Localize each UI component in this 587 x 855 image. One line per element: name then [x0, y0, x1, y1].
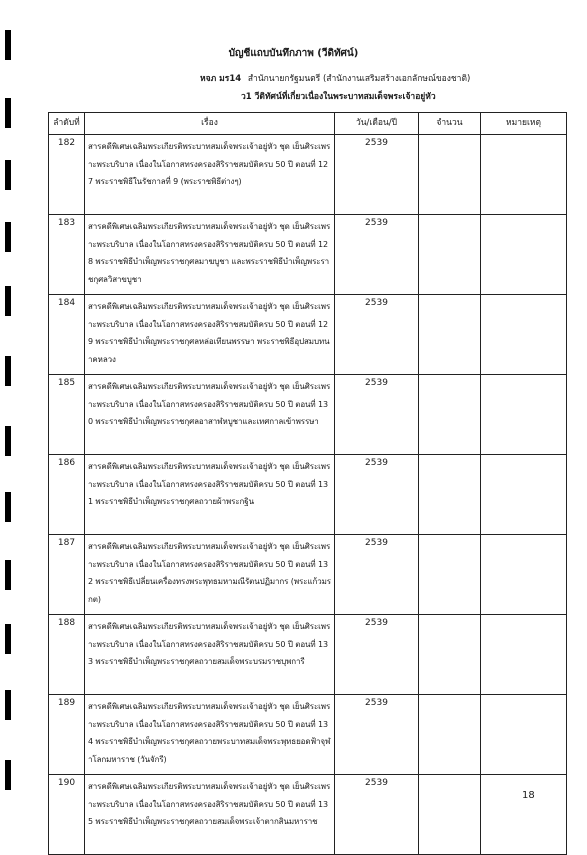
table-row	[49, 375, 567, 455]
row-number: 188	[49, 615, 85, 695]
row-quantity	[419, 295, 481, 375]
record-group-name: สำนักนายกรัฐมนตรี (สำนักงานเสริมสร้างเอกลักษณ์ของชาติ)	[247, 74, 471, 84]
record-group	[200, 71, 470, 85]
table-row	[49, 775, 567, 855]
row-note	[481, 375, 567, 455]
row-note	[481, 615, 567, 695]
row-quantity	[419, 535, 481, 615]
record-series	[241, 89, 436, 103]
row-quantity	[419, 695, 481, 775]
row-subject: สารคดีพิเศษเฉลิมพระเกียรติพระบาทสมเด็จพระเจ้าอยู่หัว ชุด เย็นศิระเพราะพระบริบาล เนื่องในโอกาสทรงครองสิริราชสมบัติครบ 50 ปี ตอนที่ 130 พระราชพิธีบำเพ็ญพระราชกุศลอาสาฬหบูชาและเทศกาลเข้าพรรษา	[85, 375, 335, 455]
row-subject: สารคดีพิเศษเฉลิมพระเกียรติพระบาทสมเด็จพระเจ้าอยู่หัว ชุด เย็นศิระเพราะพระบริบาล เนื่องในโอกาสทรงครองสิริราชสมบัติครบ 50 ปี ตอนที่ 132 พระราชพิธีเปลี่ยนเครื่องทรงพระพุทธมหามณีรัตนปฏิมากร (พระแก้วมรกต)	[85, 535, 335, 615]
row-subject: สารคดีพิเศษเฉลิมพระเกียรติพระบาทสมเด็จพระเจ้าอยู่หัว ชุด เย็นศิระเพราะพระบริบาล เนื่องในโอกาสทรงครองสิริราชสมบัติครบ 50 ปี ตอนที่ 131 พระราชพิธีบำเพ็ญพระราชกุศลถวายผ้าพระกฐิน	[85, 455, 335, 535]
table-row	[49, 695, 567, 775]
row-subject: สารคดีพิเศษเฉลิมพระเกียรติพระบาทสมเด็จพระเจ้าอยู่หัว ชุด เย็นศิระเพราะพระบริบาล เนื่องในโอกาสทรงครองสิริราชสมบัติครบ 50 ปี ตอนที่ 135 พระราชพิธีบำเพ็ญพระราชกุศลถวายสมเด็จพระเจ้าตากสินมหาราช	[85, 775, 335, 855]
row-quantity	[419, 135, 481, 215]
row-note	[481, 135, 567, 215]
column-header-note: หมายเหตุ	[481, 113, 567, 135]
binder-mark	[5, 760, 11, 790]
binder-mark	[5, 624, 11, 654]
row-note	[481, 695, 567, 775]
row-number: 190	[49, 775, 85, 855]
binder-mark	[5, 426, 11, 456]
record-series-name: วีดิทัศน์ที่เกี่ยวเนื่องในพระบาทสมเด็จพระเจ้าอยู่หัว	[254, 92, 436, 102]
row-date: 2539	[335, 535, 419, 615]
table-row	[49, 455, 567, 535]
binder-mark	[5, 356, 11, 386]
row-note	[481, 295, 567, 375]
records-table	[48, 112, 567, 855]
row-quantity	[419, 455, 481, 535]
row-quantity	[419, 615, 481, 695]
row-number: 185	[49, 375, 85, 455]
row-quantity	[419, 775, 481, 855]
row-note	[481, 215, 567, 295]
page-number: 18	[522, 790, 535, 801]
row-date: 2539	[335, 615, 419, 695]
table-row	[49, 535, 567, 615]
table-row	[49, 215, 567, 295]
record-series-code: ว1	[241, 92, 252, 102]
row-subject: สารคดีพิเศษเฉลิมพระเกียรติพระบาทสมเด็จพระเจ้าอยู่หัว ชุด เย็นศิระเพราะพระบริบาล เนื่องในโอกาสทรงครองสิริราชสมบัติครบ 50 ปี ตอนที่ 129 พระราชพิธีบำเพ็ญพระราชกุศลหล่อเทียนพรรษา พระราชพิธีอุปสมบทนาคหลวง	[85, 295, 335, 375]
binder-mark	[5, 160, 11, 190]
row-date: 2539	[335, 695, 419, 775]
row-quantity	[419, 215, 481, 295]
row-date: 2539	[335, 375, 419, 455]
row-number: 183	[49, 215, 85, 295]
row-subject: สารคดีพิเศษเฉลิมพระเกียรติพระบาทสมเด็จพระเจ้าอยู่หัว ชุด เย็นศิระเพราะพระบริบาล เนื่องในโอกาสทรงครองสิริราชสมบัติครบ 50 ปี ตอนที่ 133 พระราชพิธีบำเพ็ญพระราชกุศลถวายสมเด็จพระบรมราชบุพการี	[85, 615, 335, 695]
row-note	[481, 455, 567, 535]
column-header-subject: เรื่อง	[85, 113, 335, 135]
table-row	[49, 135, 567, 215]
binder-mark	[5, 98, 11, 128]
row-date: 2539	[335, 775, 419, 855]
table-row	[49, 295, 567, 375]
row-date: 2539	[335, 135, 419, 215]
column-header-quantity: จำนวน	[419, 113, 481, 135]
row-date: 2539	[335, 455, 419, 535]
binder-mark	[5, 222, 11, 252]
row-number: 182	[49, 135, 85, 215]
row-number: 187	[49, 535, 85, 615]
binder-mark	[5, 492, 11, 522]
row-subject: สารคดีพิเศษเฉลิมพระเกียรติพระบาทสมเด็จพระเจ้าอยู่หัว ชุด เย็นศิระเพราะพระบริบาล เนื่องในโอกาสทรงครองสิริราชสมบัติครบ 50 ปี ตอนที่ 128 พระราชพิธีบำเพ็ญพระราชกุศลมาฆบูชา และพระราชพิธีบำเพ็ญพระราชกุศลวิสาขบูชา	[85, 215, 335, 295]
binder-mark	[5, 690, 11, 720]
row-number: 189	[49, 695, 85, 775]
record-group-code: หจภ มร14	[200, 74, 242, 84]
table-header-row	[49, 113, 567, 135]
row-note	[481, 775, 567, 855]
document-title: บัญชีแถบบันทึกภาพ (วีดิทัศน์)	[228, 48, 359, 59]
row-subject: สารคดีพิเศษเฉลิมพระเกียรติพระบาทสมเด็จพระเจ้าอยู่หัว ชุด เย็นศิระเพราะพระบริบาล เนื่องในโอกาสทรงครองสิริราชสมบัติครบ 50 ปี ตอนที่ 134 พระราชพิธีบำเพ็ญพระราชกุศลถวายพระบาทสมเด็จพระพุทธยอดฟ้าจุฬาโลกมหาราช (วันจักรี)	[85, 695, 335, 775]
binder-mark	[5, 286, 11, 316]
row-quantity	[419, 375, 481, 455]
row-note	[481, 535, 567, 615]
row-date: 2539	[335, 295, 419, 375]
row-subject: สารคดีพิเศษเฉลิมพระเกียรติพระบาทสมเด็จพระเจ้าอยู่หัว ชุด เย็นศิระเพราะพระบริบาล เนื่องในโอกาสทรงครองสิริราชสมบัติครบ 50 ปี ตอนที่ 127 พระราชพิธีในรัชกาลที่ 9 (พระราชพิธีต่างๆ)	[85, 135, 335, 215]
column-header-date: วัน/เดือน/ปี	[335, 113, 419, 135]
column-header-number: ลำดับที่	[49, 113, 85, 135]
row-number: 186	[49, 455, 85, 535]
row-number: 184	[49, 295, 85, 375]
binder-mark	[5, 560, 11, 590]
table-row	[49, 615, 567, 695]
row-date: 2539	[335, 215, 419, 295]
